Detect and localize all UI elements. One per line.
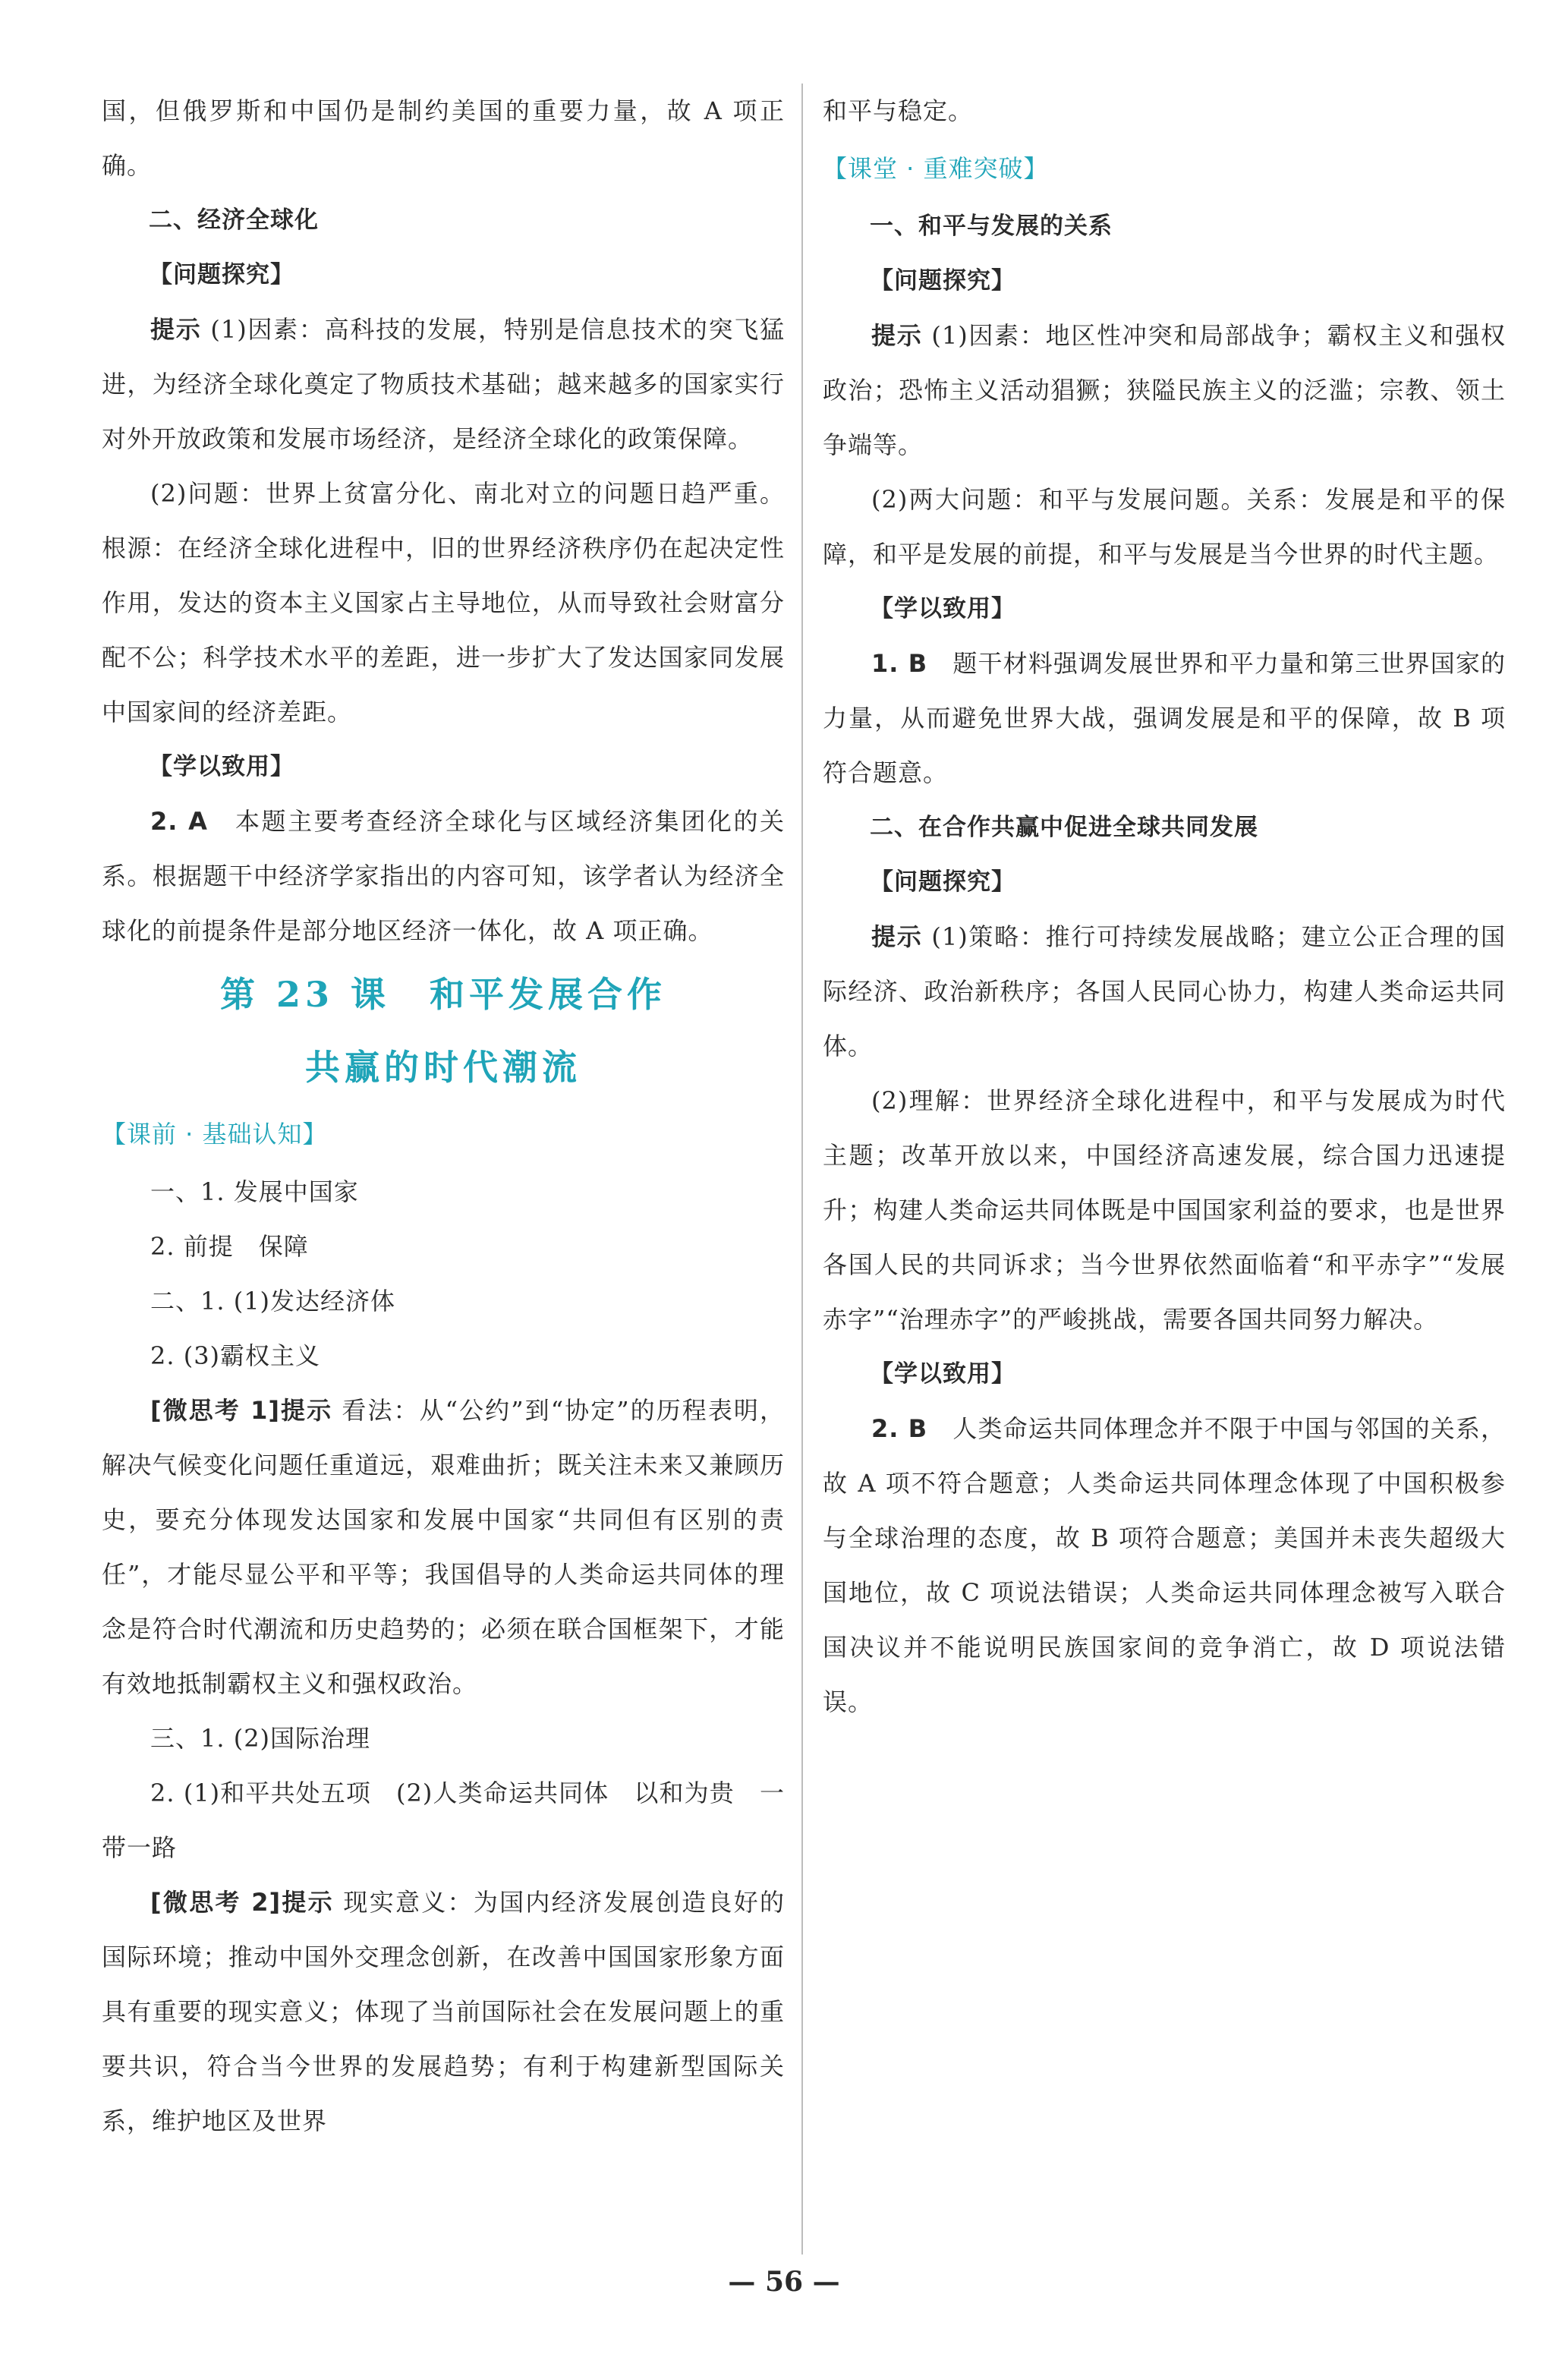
- section-heading: 二、在合作共赢中促进全球共同发展: [870, 814, 1258, 841]
- section-heading: 二、经济全球化: [149, 206, 319, 234]
- paragraph: (2)理解：世界经济全球化进程中，和平与发展成为时代主题；改革开放以来，中国经济高速发展，综合国力迅速提升；构建人类命运共同体既是中国国家利益的要求，也是世界各国人民的共同诉求；当今世界依然面临着“和平赤字”“发展赤字”“治理赤字”的严峻挑战，需要各国共同努力解决。: [823, 1086, 1506, 1334]
- section-banner: 【课堂 · 重难突破】: [823, 154, 1049, 183]
- answer-label: 1. B: [871, 649, 928, 678]
- answer-item: 2. (1)和平共处五项 (2)人类命运共同体 以和为贵 一带一路: [102, 1779, 785, 1862]
- paragraph: 和平与稳定。: [823, 96, 974, 125]
- lesson-title-line2: 共赢的时代潮流: [305, 1047, 581, 1088]
- subsection-tag: 【学以致用】: [149, 753, 294, 780]
- page-number: — 56 —: [728, 2266, 840, 2298]
- think-label: [微思考 2]: [150, 1888, 282, 1917]
- think-label: [微思考 1]: [150, 1396, 280, 1425]
- subsection-tag: 【问题探究】: [870, 868, 1015, 896]
- answer-item: 2. 前提 保障: [150, 1232, 309, 1261]
- answer-item: 三、1. (2)国际治理: [150, 1724, 371, 1753]
- right-column: [823, 84, 1506, 1729]
- hint-label: 提示: [279, 1396, 333, 1425]
- hint-label: 提示: [150, 315, 202, 344]
- paragraph: (2)问题：世界上贫富分化、南北对立的问题日趋严重。根源：在经济全球化进程中，旧的世界经济秩序仍在起决定性作用，发达的资本主义国家占主导地位，从而导致社会财富分配不公；科学技术水平的差距，进一步扩大了发达国家同发展中国家间的经济差距。: [102, 479, 785, 726]
- paragraph: [微思考 1]提示 看法：从“公约”到“协定”的历程表明，解决气候变化问题任重道远，艰难曲折；既关注未来又兼顾历史，要充分体现发达国家和发展中国家“共同但有区别的责任”，才能尽显公平和平等；我国倡导的人类命运共同体的理念是符合时代潮流和历史趋势的；必须在联合国框架下，才能有效地抵制霸权主义和强权政治。: [102, 1396, 785, 1698]
- subsection-tag: 【问题探究】: [149, 261, 294, 288]
- answer-item: 二、1. (1)发达经济体: [150, 1287, 396, 1316]
- left-column: [102, 84, 785, 2148]
- answer-item: 一、1. 发展中国家: [150, 1177, 359, 1206]
- subsection-tag: 【问题探究】: [870, 267, 1015, 295]
- subsection-tag: 【学以致用】: [870, 1360, 1015, 1388]
- paragraph: 1. B 题干材料强调发展世界和平力量和第三世界国家的力量，从而避免世界大战，强调发展是和平的保障，故 B 项符合题意。: [823, 649, 1506, 787]
- subsection-tag: 【学以致用】: [870, 595, 1015, 622]
- hint-label: 提示: [281, 1888, 334, 1917]
- paragraph: (2)两大问题：和平与发展问题。关系：发展是和平的保障，和平是发展的前提，和平与发展是当今世界的时代主题。: [823, 485, 1506, 569]
- paragraph: 提示 (1)因素：地区性冲突和局部战争；霸权主义和强权政治；恐怖主义活动猖獗；狭隘民族主义的泛滥；宗教、领土争端等。: [823, 321, 1506, 459]
- answer-label: 2. B: [871, 1414, 928, 1443]
- section-heading: 一、和平与发展的关系: [870, 213, 1113, 240]
- lesson-title-line1: 第 23 课 和平发展合作: [219, 974, 667, 1015]
- paragraph: 国，但俄罗斯和中国仍是制约美国的重要力量，故 A 项正确。: [102, 96, 785, 180]
- hint-label: 提示: [871, 321, 923, 350]
- answer-label: 2. A: [150, 807, 208, 836]
- paragraph: 提示 (1)因素：高科技的发展，特别是信息技术的突飞猛进，为经济全球化奠定了物质技术基础；越来越多的国家实行对外开放政策和发展市场经济，是经济全球化的政策保障。: [102, 315, 785, 453]
- section-banner: 【课前 · 基础认知】: [102, 1120, 328, 1149]
- answer-item: 2. (3)霸权主义: [150, 1341, 321, 1370]
- paragraph: [微思考 2]提示 现实意义：为国内经济发展创造良好的国际环境；推动中国外交理念创新，在改善中国国家形象方面具有重要的现实意义；体现了当前国际社会在发展问题上的重要共识，符合当今世界的发展趋势；有利于构建新型国际关系，维护地区及世界: [102, 1888, 785, 2135]
- paragraph: 提示 (1)策略：推行可持续发展战略；建立公正合理的国际经济、政治新秩序；各国人民同心协力，构建人类命运共同体。: [823, 922, 1506, 1060]
- paragraph: 2. B 人类命运共同体理念并不限于中国与邻国的关系，故 A 项不符合题意；人类命运共同体理念体现了中国积极参与全球治理的态度，故 B 项符合题意；美国并未丧失超级大国地位，故 C 项说法错误；人类命运共同体理念被写入联合国决议并不能说明民族国家间的竞争消亡，故 D 项说法错误。: [823, 1414, 1506, 1716]
- paragraph: 2. A 本题主要考查经济全球化与区域经济集团化的关系。根据题干中经济学家指出的内容可知，该学者认为经济全球化的前提条件是部分地区经济一体化，故 A 项正确。: [102, 807, 785, 945]
- hint-label: 提示: [871, 922, 923, 951]
- column-divider: [801, 84, 803, 2255]
